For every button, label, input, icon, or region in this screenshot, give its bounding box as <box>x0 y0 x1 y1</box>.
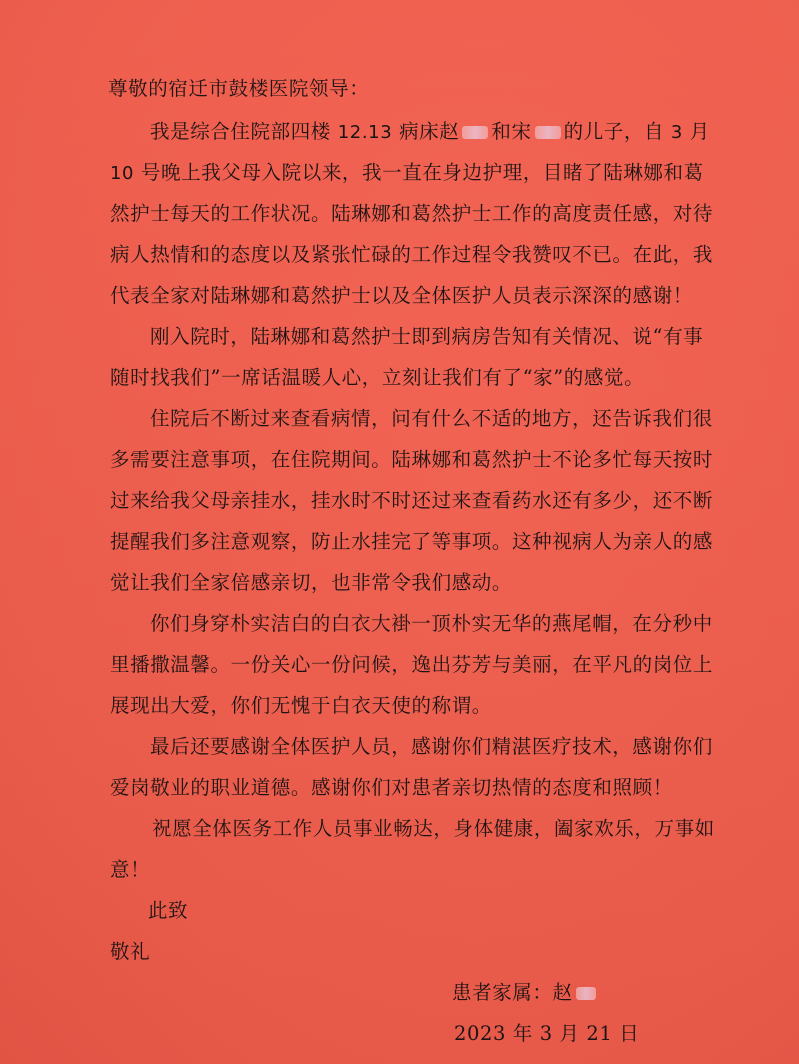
p4-line-3: 展现出大爱，你们无愧于白衣天使的称谓。 <box>110 694 492 717</box>
bed-number: 12.13 <box>337 122 393 143</box>
p1-line-5: 代表全家对陆琳娜和葛然护士以及全体医护人员表示深深的感谢！ <box>110 284 693 307</box>
p3-line-4: 提醒我们多注意观察，防止水挂完了等事项。这种视病人为亲人的感 <box>110 530 714 553</box>
signature-label: 患者家属：赵 <box>452 981 573 1004</box>
p1-text-d: 的儿子，自 <box>563 120 665 143</box>
p3-line-2: 多需要注意事项，在住院期间。陆琳娜和葛然护士不论多忙每天按时 <box>110 448 714 471</box>
redacted-signature <box>576 987 596 1000</box>
closing-cizhi: 此致 <box>148 899 189 922</box>
redacted-name-2 <box>535 126 561 139</box>
p3-line-3: 过来给我父母亲挂水，挂水时不时还过来查看药水还有多少，还不断 <box>110 489 714 512</box>
p4-line-2: 里播撒温馨。一份关心一份问候，逸出芬芳与美丽，在平凡的岗位上 <box>110 653 714 676</box>
p4-line-1: 你们身穿朴实洁白的白衣大褂一顶朴实无华的燕尾帽，在分秒中 <box>150 612 713 635</box>
p2-line-1: 刚入院时，陆琳娜和葛然护士即到病房告知有关情况、说“有事 <box>150 325 704 348</box>
closing-jingli: 敬礼 <box>110 940 151 963</box>
month-number: 3 <box>670 122 683 143</box>
p3-line-1: 住院后不断过来查看病情，问有什么不适的地方，还告诉我们很 <box>150 407 713 430</box>
day-number: 10 <box>110 163 135 184</box>
p1-text-c: 和宋 <box>491 120 532 143</box>
p1-line-2 <box>110 163 704 183</box>
p6-line-1: 祝愿全体医务工作人员事业畅达，身体健康，阖家欢乐，万事如 <box>152 817 715 840</box>
p5-line-1: 最后还要感谢全体医护人员，感谢你们精湛医疗技术，感谢你们 <box>150 735 713 758</box>
p3-line-5: 觉让我们全家倍感亲切，也非常令我们感动。 <box>110 571 513 594</box>
p1-line-3: 然护士每天的工作状况。陆琳娜和葛然护士工作的高度责任感，对待 <box>110 202 714 225</box>
salutation: 尊敬的宿迁市鼓楼医院领导： <box>108 77 370 100</box>
p1-text-a: 我是综合住院部四楼 <box>150 120 331 143</box>
p1-text-b: 病床赵 <box>399 120 460 143</box>
p1-line-1 <box>150 122 710 142</box>
letter-date: 2023 年 3 月 21 日 <box>454 1022 640 1045</box>
p1-text-e: 月 <box>689 120 710 143</box>
p5-line-2: 爱岗敬业的职业道德。感谢你们对患者亲切热情的态度和照顾！ <box>110 776 673 799</box>
p1-line-4: 病人热情和的态度以及紧张忙碌的工作过程令我赞叹不已。在此，我 <box>110 243 714 266</box>
p2-line-2: 随时找我们”一席话温暖人心，立刻让我们有了“家”的感觉。 <box>110 366 645 389</box>
signature <box>452 983 599 1003</box>
p1-line-2-text: 号晚上我父母入院以来，我一直在身边护理，目睹了陆琳娜和葛 <box>140 161 704 184</box>
p6-line-2: 意！ <box>110 858 151 881</box>
redacted-name-1 <box>462 126 488 139</box>
